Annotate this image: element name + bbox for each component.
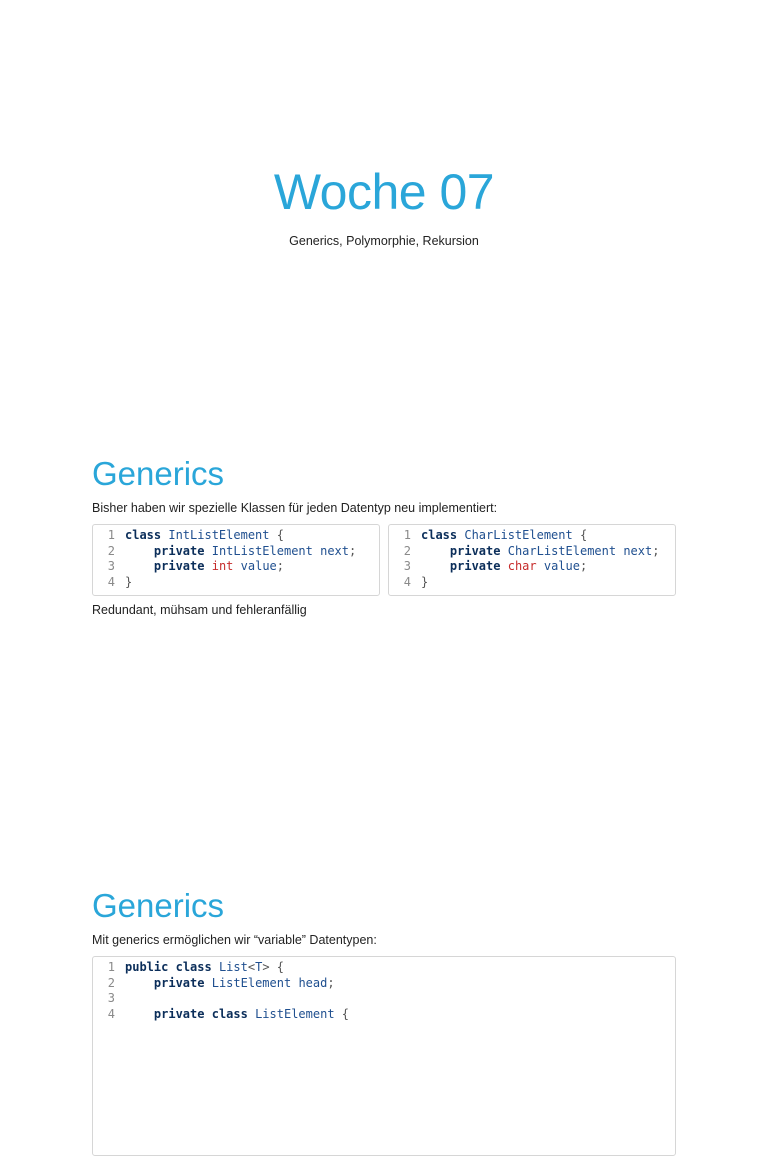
code-token bbox=[204, 1007, 211, 1021]
code-token: public bbox=[125, 960, 169, 974]
code-text bbox=[421, 544, 659, 560]
code-text bbox=[125, 559, 284, 575]
line-number: 4 bbox=[403, 575, 411, 590]
code-token: ; bbox=[579, 559, 588, 574]
code-text bbox=[125, 544, 356, 560]
code-token: CharListElement bbox=[464, 528, 573, 542]
code-token: > { bbox=[262, 960, 285, 974]
code-line bbox=[93, 544, 379, 560]
code-token bbox=[248, 1007, 255, 1021]
code-line bbox=[93, 960, 675, 976]
line-number: 3 bbox=[107, 991, 115, 1006]
code-text bbox=[421, 559, 587, 575]
code-token: private bbox=[153, 543, 205, 558]
code-line bbox=[93, 528, 379, 544]
code-token bbox=[421, 544, 450, 558]
code-row bbox=[92, 956, 676, 1156]
code-token: class bbox=[175, 960, 212, 974]
title-slide bbox=[0, 0, 768, 420]
generics-section-2 bbox=[92, 880, 676, 1156]
code-token bbox=[204, 544, 211, 558]
code-token: class bbox=[421, 528, 458, 542]
code-token: } bbox=[125, 575, 133, 590]
code-token: value bbox=[543, 559, 580, 574]
code-text bbox=[125, 575, 132, 591]
code-token: private bbox=[153, 975, 205, 990]
code-comparison bbox=[92, 524, 676, 596]
code-line bbox=[93, 559, 379, 575]
code-token: private bbox=[449, 543, 501, 558]
code-text bbox=[125, 976, 335, 992]
code-token: head bbox=[298, 975, 328, 990]
code-token bbox=[537, 559, 544, 573]
code-token bbox=[168, 960, 175, 974]
code-token: ; bbox=[349, 543, 357, 558]
code-token: IntListElement bbox=[211, 543, 313, 558]
code-token: IntListElement bbox=[168, 528, 270, 542]
code-token: char bbox=[507, 559, 537, 574]
line-number: 2 bbox=[107, 543, 115, 558]
line-number: 3 bbox=[403, 559, 411, 574]
code-text bbox=[125, 528, 284, 544]
code-line bbox=[389, 528, 675, 544]
code-text bbox=[421, 575, 428, 591]
code-token: List bbox=[218, 960, 248, 974]
code-token: T bbox=[255, 960, 263, 974]
code-token bbox=[125, 559, 154, 573]
code-token: ; bbox=[652, 543, 660, 558]
code-text bbox=[125, 1007, 349, 1023]
slide-subtitle: Generics, Polymorphie, Rekursion bbox=[289, 234, 479, 248]
line-number: 1 bbox=[107, 960, 115, 974]
code-line bbox=[389, 544, 675, 560]
code-text bbox=[421, 528, 587, 544]
generics-section-1 bbox=[92, 448, 676, 618]
code-token: { bbox=[334, 1007, 350, 1022]
line-number: 1 bbox=[107, 528, 115, 542]
code-token bbox=[125, 976, 154, 990]
code-token: int bbox=[211, 559, 234, 574]
code-token: ListElement bbox=[255, 1007, 335, 1022]
code-token bbox=[421, 559, 450, 573]
code-token: class bbox=[125, 528, 162, 542]
code-line bbox=[93, 991, 675, 1007]
code-token: } bbox=[421, 575, 429, 590]
code-token bbox=[204, 559, 211, 573]
code-token: ; bbox=[327, 975, 335, 990]
code-token bbox=[125, 1007, 154, 1021]
section-intro: Bisher haben wir spezielle Klassen für jeden Datentyp neu implementiert: bbox=[92, 501, 498, 515]
section-intro: Mit generics ermöglichen wir “variable” Datentypen: bbox=[92, 933, 377, 947]
line-number: 2 bbox=[107, 975, 115, 990]
code-token bbox=[125, 544, 154, 558]
code-token bbox=[233, 559, 240, 573]
code-token: < bbox=[247, 960, 256, 974]
code-token: CharListElement bbox=[507, 543, 617, 558]
code-block-int-list-element bbox=[92, 524, 380, 596]
code-line bbox=[93, 976, 675, 992]
code-token: next bbox=[320, 543, 350, 558]
slide-title: Woche 07 bbox=[273, 164, 495, 220]
line-number: 1 bbox=[403, 528, 411, 542]
section-heading: Generics bbox=[92, 887, 225, 924]
code-token: class bbox=[211, 1007, 248, 1022]
code-line bbox=[93, 575, 379, 591]
code-block-char-list-element bbox=[388, 524, 676, 596]
code-line bbox=[389, 575, 675, 591]
line-number: 3 bbox=[107, 559, 115, 574]
line-number: 2 bbox=[403, 543, 411, 558]
section-heading: Generics bbox=[92, 455, 225, 492]
code-line bbox=[93, 1007, 675, 1023]
code-token bbox=[500, 544, 507, 558]
code-token: private bbox=[449, 559, 501, 574]
code-token: { bbox=[572, 528, 588, 542]
code-token: private bbox=[153, 1007, 205, 1022]
code-block-generic-list bbox=[92, 956, 676, 1156]
code-token: next bbox=[623, 543, 653, 558]
code-token: ListElement bbox=[211, 975, 292, 990]
code-token: ; bbox=[276, 559, 284, 574]
code-token bbox=[500, 559, 507, 573]
line-number: 4 bbox=[107, 1007, 115, 1022]
code-line bbox=[389, 559, 675, 575]
code-text bbox=[125, 960, 284, 976]
code-token bbox=[204, 976, 211, 990]
section-outro: Redundant, mühsam und fehleranfällig bbox=[92, 602, 307, 617]
code-token: private bbox=[153, 559, 205, 574]
code-token: { bbox=[269, 528, 284, 542]
code-token bbox=[212, 960, 219, 974]
line-number: 4 bbox=[107, 575, 115, 590]
code-token: value bbox=[240, 559, 277, 574]
